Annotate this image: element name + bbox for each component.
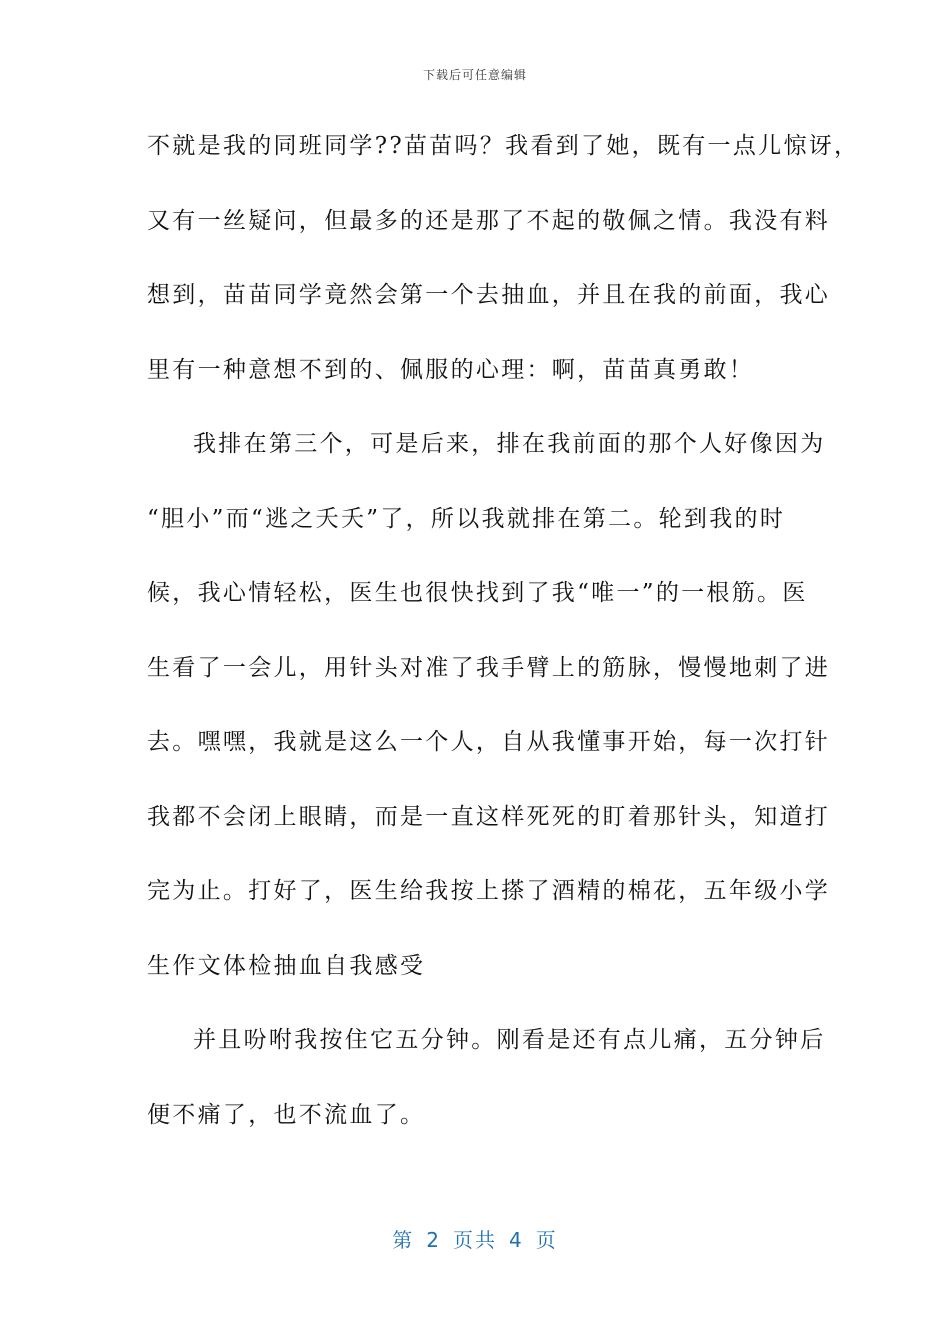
text-line: 里有一种意想不到的、佩服的心理：啊，苗苗真勇敢！ — [147, 356, 755, 383]
footer-middle: 页共 — [453, 1228, 497, 1252]
text-line: 生作文体检抽血自我感受 — [147, 952, 426, 979]
text-line: 想到，苗苗同学竟然会第一个去抽血，并且在我的前面，我心 — [147, 282, 831, 308]
footer-page-number: 2 — [426, 1228, 441, 1252]
text-line: 完为止。打好了，医生给我按上搽了酒精的棉花，五年级小学 — [147, 878, 831, 904]
text-line: 便不痛了，也不流血了。 — [147, 1101, 426, 1128]
text-line: 去。嘿嘿，我就是这么一个人，自从我懂事开始，每一次打针 — [147, 729, 831, 755]
text-line-paragraph-start: 我排在第三个，可是后来，排在我前面的那个人好像因为 — [193, 431, 826, 457]
text-line-paragraph-start: 并且吩咐我按住它五分钟。刚看是还有点儿痛，五分钟后 — [193, 1027, 826, 1053]
page-header: 下载后可任意编辑 — [422, 68, 527, 82]
text-line: 候，我心情轻松，医生也很快找到了我“唯一”的一根筋。医 — [147, 580, 808, 606]
document-body — [147, 120, 860, 1163]
footer-total-pages: 4 — [509, 1228, 524, 1252]
footer-suffix: 页 — [535, 1228, 558, 1252]
text-line: 又有一丝疑问，但最多的还是那了不起的敬佩之情。我没有料 — [147, 207, 831, 234]
page-footer — [0, 1224, 950, 1253]
footer-prefix: 第 — [392, 1228, 415, 1252]
text-line: 不就是我的同班同学??苗苗吗？我看到了她，既有一点儿惊讶， — [147, 133, 860, 159]
text-line: 我都不会闭上眼睛，而是一直这样死死的盯着那针头，知道打 — [147, 803, 831, 830]
text-line: “胆小”而“逃之夭夭”了，所以我就排在第二。轮到我的时 — [147, 505, 786, 532]
text-line: 生看了一会儿，用针头对准了我手臂上的筋脉，慢慢地刺了进 — [147, 654, 831, 681]
